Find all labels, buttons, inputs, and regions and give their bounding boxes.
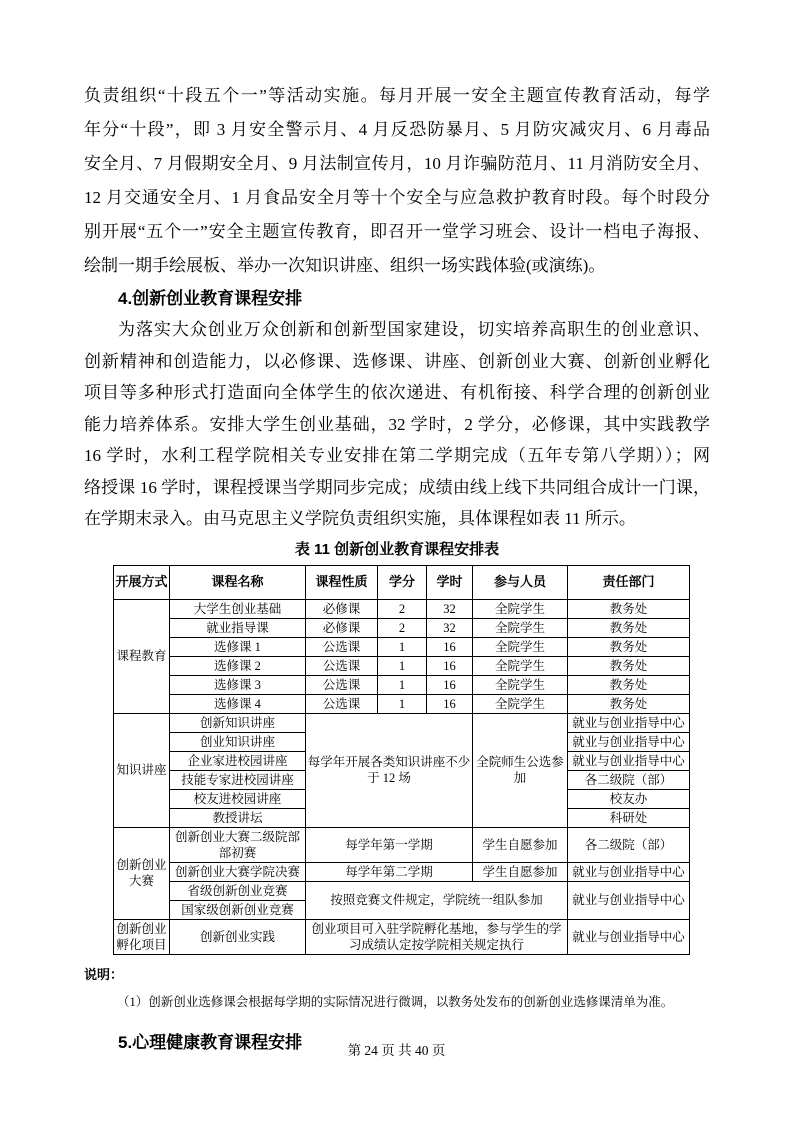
table-row — [114, 713, 690, 732]
text-line: 16 学时，水利工程学院相关专业安排在第二学期完成（五年专第八学期））；网 — [84, 446, 710, 465]
table-cell: 创新创业大赛学院决赛 — [170, 862, 306, 881]
table-cell: 大学生创业基础 — [170, 599, 306, 618]
text-line: 绘制一期手绘展板、举办一次知识讲座、组织一场实践体验(或演练)。 — [84, 256, 606, 275]
table-cell: 1 — [378, 637, 427, 656]
table-cell: 必修课 — [306, 618, 378, 637]
text-line: 在学期末录入。由马克思主义学院负责组织实施，具体课程如表 11 所示。 — [84, 509, 636, 528]
table-cell: 创新知识讲座 — [170, 713, 306, 732]
table-cell: 全院学生 — [473, 637, 568, 656]
table-cell: 技能专家进校园讲座 — [170, 770, 306, 789]
text-line: 12 月交通安全月、1 月食品安全月等十个安全与应急救护教育时段。每个时段分 — [84, 188, 710, 207]
table-cell: 16 — [427, 637, 473, 656]
innovation-course-table — [113, 565, 690, 955]
table-cell: 公选课 — [306, 656, 378, 675]
table-cell: 必修课 — [306, 599, 378, 618]
table-cell: 教务处 — [568, 675, 690, 694]
table-cell: 课程教育 — [114, 599, 170, 713]
table-cell: 16 — [427, 656, 473, 675]
table-cell: 创新创业大赛二级院部部初赛 — [170, 827, 306, 862]
text-line: 年分“十段”，即 3 月安全警示月、4 月反恐防暴月、5 月防灾减灾月、6 月毒品 — [84, 120, 710, 139]
table-cell: 就业与创业指导中心 — [568, 919, 690, 954]
table-caption: 表 11 创新创业教育课程安排表 — [294, 540, 500, 558]
table-row — [114, 656, 690, 675]
table-cell: 16 — [427, 694, 473, 713]
table-cell: 学生自愿参加 — [473, 827, 568, 862]
table-cell: 各二级院（部） — [568, 770, 690, 789]
table-row — [114, 827, 690, 862]
table-cell: 1 — [378, 675, 427, 694]
table-cell: 公选课 — [306, 694, 378, 713]
table-cell: 全院学生 — [473, 656, 568, 675]
table-cell: 知识讲座 — [114, 713, 170, 827]
table-cell: 选修课 2 — [170, 656, 306, 675]
text-line: 为落实大众创业万众创新和创新型国家建设，切实培养高职生的创业意识、 — [118, 320, 710, 339]
notes-section — [84, 966, 710, 1011]
table-cell: 选修课 1 — [170, 637, 306, 656]
table-row — [114, 599, 690, 618]
table-row — [114, 618, 690, 637]
table-cell: 创新创业实践 — [170, 919, 306, 954]
table-cell: 全院学生 — [473, 618, 568, 637]
table-cell: 省级创新创业竞赛 — [170, 881, 306, 900]
table-cell: 国家级创新创业竞赛 — [170, 900, 306, 919]
table-cell: 选修课 3 — [170, 675, 306, 694]
table-row — [114, 694, 690, 713]
notes-list — [84, 993, 710, 1011]
table-cell: 2 — [378, 599, 427, 618]
table-cell: 16 — [427, 675, 473, 694]
column-header: 开展方式 — [114, 565, 170, 599]
page-footer: 第 24 页 共 40 页 — [347, 1043, 446, 1058]
table-cell: 创业项目可入驻学院孵化基地，参与学生的学习成绩认定按学院相关规定执行 — [306, 919, 568, 954]
table-cell: 全院学生 — [473, 694, 568, 713]
column-header: 课程性质 — [306, 565, 378, 599]
table-header-row — [114, 565, 690, 599]
table-cell: 创业知识讲座 — [170, 732, 306, 751]
table-cell: 教务处 — [568, 618, 690, 637]
table-cell: 1 — [378, 694, 427, 713]
paragraph-safety-education — [84, 79, 710, 283]
table-cell: 就业与创业指导中心 — [568, 862, 690, 881]
table-cell: 全院师生公选参加 — [473, 713, 568, 827]
table-cell: 企业家进校园讲座 — [170, 751, 306, 770]
text-line: 项目等多种形式打造面向全体学生的依次递进、有机衔接、科学合理的创新创业 — [84, 383, 710, 402]
section-4-heading: 4.创新创业教育课程安排 — [118, 289, 303, 308]
table-cell: 教务处 — [568, 656, 690, 675]
table-cell: 校友办 — [568, 789, 690, 808]
table-cell: 32 — [427, 599, 473, 618]
table-cell: 各二级院（部） — [568, 827, 690, 862]
table-cell: 按照竞赛文件规定，学院统一组队参加 — [306, 881, 568, 919]
column-header: 责任部门 — [568, 565, 690, 599]
table-cell: 每学年第二学期 — [306, 862, 473, 881]
table-cell: 教务处 — [568, 599, 690, 618]
table-cell: 就业与创业指导中心 — [568, 713, 690, 732]
table-cell: 选修课 4 — [170, 694, 306, 713]
table-cell: 就业与创业指导中心 — [568, 881, 690, 919]
table-cell: 公选课 — [306, 637, 378, 656]
column-header: 参与人员 — [473, 565, 568, 599]
table-cell: 就业与创业指导中心 — [568, 751, 690, 770]
table-cell: 科研处 — [568, 808, 690, 827]
table-cell: 2 — [378, 618, 427, 637]
table-row — [114, 919, 690, 954]
text-line: 创新精神和创造能力，以必修课、选修课、讲座、创新创业大赛、创新创业孵化 — [84, 351, 710, 371]
table-cell: 校友进校园讲座 — [170, 789, 306, 808]
column-header: 课程名称 — [170, 565, 306, 599]
table-row — [114, 881, 690, 900]
table-cell: 全院学生 — [473, 675, 568, 694]
table-cell: 全院学生 — [473, 599, 568, 618]
table-cell: 教授讲坛 — [170, 808, 306, 827]
table-cell: 就业指导课 — [170, 618, 306, 637]
table-cell: 每学年开展各类知识讲座不少于 12 场 — [306, 713, 473, 827]
table-row — [114, 675, 690, 694]
text-line: 安全月、7 月假期安全月、9 月法制宣传月，10 月诈骗防范月、11 月消防安全月、 — [84, 154, 710, 173]
table-cell: 32 — [427, 618, 473, 637]
paragraph-innovation-intro — [84, 314, 710, 535]
table-cell: 教务处 — [568, 694, 690, 713]
notes-label: 说明： — [84, 966, 124, 982]
table-row — [114, 862, 690, 881]
text-line: 络授课 16 学时，课程授课当学期同步完成；成绩由线上线下共同组合成计一门课， — [84, 477, 710, 497]
note-item: （1）创新创业选修课会根据每学期的实际情况进行微调，以教务处发布的创新创业选修课清单为准。 — [117, 994, 674, 1009]
column-header: 学分 — [378, 565, 427, 599]
table-cell: 1 — [378, 656, 427, 675]
text-line: 负责组织“十段五个一”等活动实施。每月开展一安全主题宣传教育活动，每学 — [84, 86, 710, 105]
table-cell: 就业与创业指导中心 — [568, 732, 690, 751]
text-line: 别开展“五个一”安全主题宣传教育，即召开一堂学习班会、设计一档电子海报、 — [84, 222, 710, 241]
table-cell: 每学年第一学期 — [306, 827, 473, 862]
table-cell: 创新创业孵化项目 — [114, 919, 170, 954]
text-line: 能力培养体系。安排大学生创业基础，32 学时，2 学分，必修课，其中实践教学 — [84, 414, 710, 434]
table-cell: 学生自愿参加 — [473, 862, 568, 881]
table-cell: 教务处 — [568, 637, 690, 656]
column-header: 学时 — [427, 565, 473, 599]
table-cell: 创新创业大赛 — [114, 827, 170, 919]
table-cell: 公选课 — [306, 675, 378, 694]
table-row — [114, 637, 690, 656]
section-5-heading: 5.心理健康教育课程安排 — [118, 1032, 303, 1052]
